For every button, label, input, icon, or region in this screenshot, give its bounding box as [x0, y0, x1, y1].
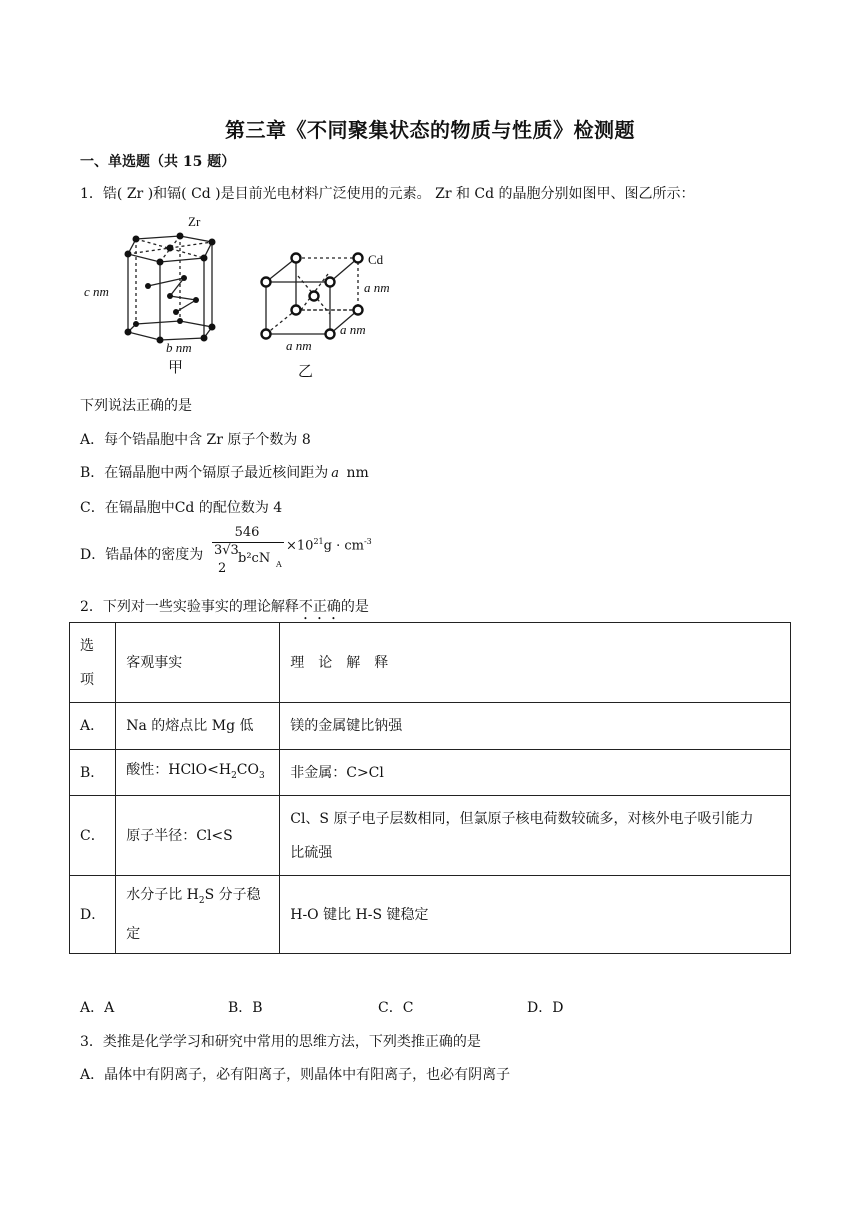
q1-option-b-var: a [331, 466, 340, 481]
q1-option-b-text: B．在镉晶胞中两个镉原子最近核间距为 [80, 465, 329, 481]
row-fact: 酸性：$HClO<H_2CO_3$ [116, 750, 280, 796]
table-header-row [70, 623, 791, 703]
table-row [70, 796, 791, 876]
row-reason: Cl、S 原子电子层数相同，但氯原子核电荷数较硫多，对核外电子吸引能力 比硫强 [280, 796, 791, 876]
a-nm-depth: a nm [340, 322, 366, 337]
q2-option-a: A．A [80, 1000, 115, 1016]
header-fact: 客观事实 [116, 623, 280, 703]
a-nm-right: a nm [364, 280, 390, 295]
row-reason: 镁的金属键比钠强 [280, 703, 791, 750]
fraction-bcn: b²cN [238, 551, 271, 566]
q1-option-b [80, 462, 369, 482]
q1-prompt: 下列说法正确的是 [80, 398, 192, 414]
row-option: D． [70, 876, 116, 954]
q2-option-d: D．D [527, 1000, 564, 1016]
header-reason: 理 论 解 释 [280, 623, 791, 703]
q1-option-d-factor [286, 537, 372, 553]
row-reason: H-O 键比 H-S 键稳定 [280, 876, 791, 954]
q2-table [69, 622, 791, 954]
q2-option-c: C．C [378, 1000, 414, 1016]
page-title: 第三章《不同聚集状态的物质与性质》检测题 [225, 118, 635, 142]
a-nm-bottom: a nm [286, 338, 312, 353]
b-nm-label: b nm [166, 340, 192, 355]
cd-label: Cd [368, 252, 384, 267]
q1-option-a: A．每个锆晶胞中含 Zr 原子个数为 8 [80, 432, 311, 448]
q2-stem-post: 的是 [340, 599, 369, 615]
row-reason: 非金属：C>Cl [280, 750, 791, 796]
q2-stem [80, 596, 369, 623]
table-row [70, 876, 791, 954]
factor-exp: 21 [313, 537, 324, 546]
c-nm-label: c nm [84, 284, 109, 299]
fraction-numerator: 546 [234, 525, 260, 540]
fraction-sub-a: A [276, 560, 282, 569]
yi-caption: 乙 [298, 364, 314, 380]
row-fact: 水分子比 $H_2S$ 分子稳 定 [116, 876, 280, 954]
q2-option-b: B．B [228, 1000, 263, 1016]
factor-unit-exp: -3 [363, 537, 372, 546]
q1-figure [84, 214, 414, 388]
q1-option-b-unit: nm [346, 465, 369, 481]
jia-caption: 甲 [168, 360, 184, 376]
q2-options [80, 997, 680, 1017]
q1-option-d-fraction [212, 524, 282, 579]
q2-stem-emphasis: 不正确 [298, 599, 341, 615]
header-option: 选 项 [70, 623, 116, 703]
section-heading: 一、单选题（共 15 题） [80, 154, 236, 170]
table-row [70, 703, 791, 750]
row-option: C． [70, 796, 116, 876]
row-fact: 原子半径：Cl<S [116, 796, 280, 876]
row-option: A． [70, 703, 116, 750]
table-row [70, 750, 791, 796]
fraction-root: 3√3 [214, 543, 239, 558]
q1-option-d: D．锆晶体的密度为 [80, 547, 204, 563]
factor-times: ×10 [286, 538, 314, 554]
q1-option-c: C．在镉晶胞中Cd 的配位数为 4 [80, 500, 283, 516]
crystal-cell-diagram [84, 214, 414, 384]
row-fact: Na 的熔点比 Mg 低 [116, 703, 280, 750]
fraction-two: 2 [218, 561, 227, 576]
q3-stem: 3．类推是化学学习和研究中常用的思维方法，下列类推正确的是 [80, 1034, 481, 1050]
factor-unit: g · cm [323, 538, 364, 554]
zr-label: Zr [188, 214, 201, 229]
q1-stem: 1．锆( Zr )和镉( Cd )是目前光电材料广泛使用的元素。 Zr 和 Cd 的晶胞分别如图甲、图乙所示： [80, 186, 695, 202]
q3-option-a: A．晶体中有阴离子，必有阳离子，则晶体中有阳离子，也必有阴离子 [80, 1067, 511, 1083]
q2-stem-pre: 2．下列对一些实验事实的理论解释 [80, 599, 299, 615]
row-option: B． [70, 750, 116, 796]
